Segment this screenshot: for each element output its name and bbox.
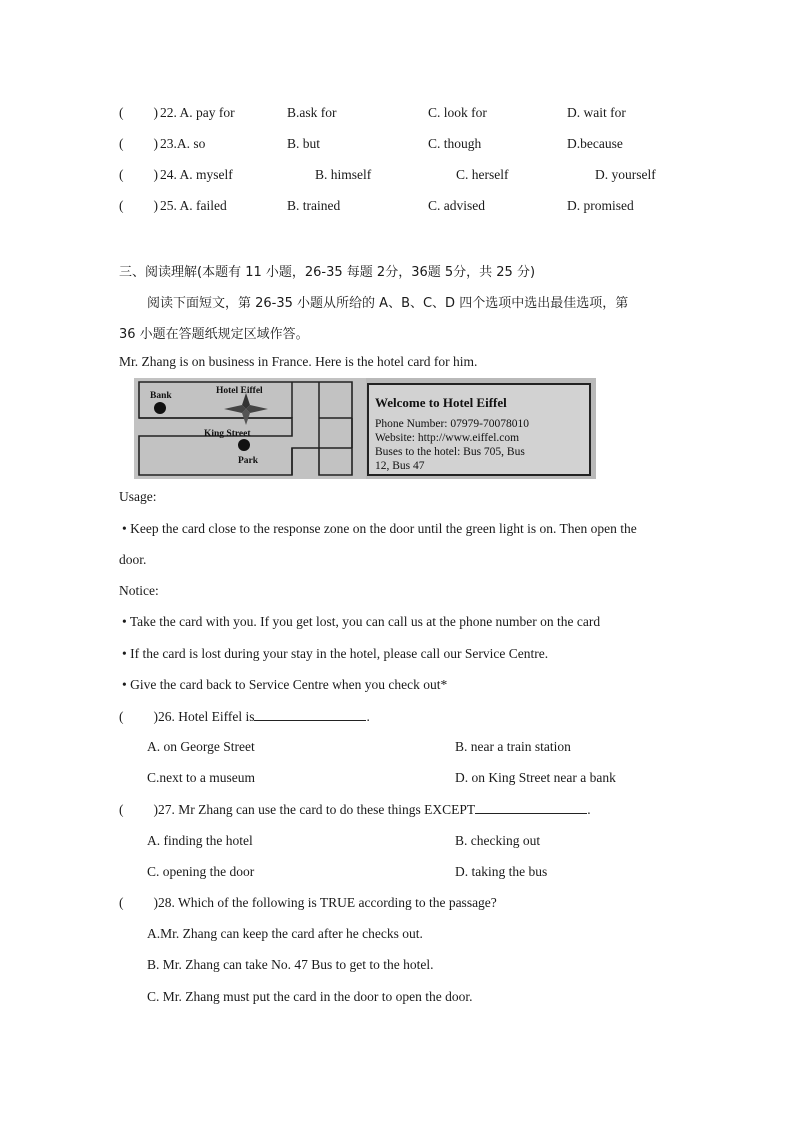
question-27: ( )27. Mr Zhang can use the card to do these things EXCEPT . xyxy=(119,802,591,817)
answer-paren[interactable]: ( xyxy=(119,895,124,910)
answer-paren[interactable]: ( xyxy=(119,709,124,724)
answer-paren[interactable]: ( xyxy=(119,802,124,817)
question-stem: )28. Which of the following is TRUE according to the passage? xyxy=(153,895,497,910)
option-b: B. himself xyxy=(315,167,372,182)
card-title: Welcome to Hotel Eiffel xyxy=(375,395,507,410)
q28-option-b: B. Mr. Zhang can take No. 47 Bus to get to the hotel. xyxy=(147,957,434,972)
q27-option-d: D. taking the bus xyxy=(455,864,548,879)
instruction-line-2: 36 小题在答题纸规定区域作答。 xyxy=(119,327,309,342)
notice-1: • Take the card with you. If you get lost, you can call us at the phone number on the card xyxy=(122,614,601,629)
option-a: 24. A. myself xyxy=(160,167,233,182)
section-title: 三、阅读理解(本题有 11 小题，26-35 每题 2分，36题 5分，共 25 分) xyxy=(119,265,536,280)
hotel-map xyxy=(134,378,366,479)
option-d: D. promised xyxy=(567,198,634,213)
q26-option-a: A. on George Street xyxy=(147,739,255,754)
option-a: 22. A. pay for xyxy=(160,105,235,120)
option-b: B.ask for xyxy=(287,105,337,120)
q26-option-c: C.next to a museum xyxy=(147,770,255,785)
usage-label: Usage: xyxy=(119,489,157,504)
question-26: ( )26. Hotel Eiffel is . xyxy=(119,709,370,724)
option-d: D. yourself xyxy=(595,167,656,182)
map-label-park: Park xyxy=(238,456,259,466)
notice-label: Notice: xyxy=(119,583,159,598)
card-buses-1: Buses to the hotel: Bus 705, Bus xyxy=(375,446,525,458)
answer-blank[interactable] xyxy=(475,801,587,814)
option-c: C. look for xyxy=(428,105,487,120)
q28-option-c: C. Mr. Zhang must put the card in the door to open the door. xyxy=(147,989,473,1004)
answer-paren[interactable]: ( ) xyxy=(119,136,158,151)
answer-paren[interactable]: ( ) xyxy=(119,198,158,213)
answer-paren[interactable]: ( ) xyxy=(119,167,158,182)
instruction-line-1: 阅读下面短文，第 26-35 小题从所给的 A、B、C、D 四个选项中选出最佳选项，第 xyxy=(147,296,629,311)
question-28 xyxy=(119,895,497,911)
map-label-hotel: Hotel Eiffel xyxy=(216,386,263,396)
card-buses-2: 12, Bus 47 xyxy=(375,460,425,472)
option-b: B. but xyxy=(287,136,321,151)
answer-blank[interactable] xyxy=(254,708,366,721)
passage-intro: Mr. Zhang is on business in France. Here is the hotel card for him. xyxy=(119,354,478,369)
option-b: B. trained xyxy=(287,198,341,213)
q26-option-b: B. near a train station xyxy=(455,739,571,754)
answer-paren[interactable]: ( ) xyxy=(119,105,158,120)
map-label-bank: Bank xyxy=(150,391,172,401)
q27-option-a: A. finding the hotel xyxy=(147,833,253,848)
card-phone: Phone Number: 07979-70078010 xyxy=(375,418,529,430)
park-marker-icon xyxy=(238,439,250,451)
welcome-box xyxy=(367,383,591,476)
q26-option-d: D. on King Street near a bank xyxy=(455,770,616,785)
question-stem: )26. Hotel Eiffel is xyxy=(153,709,255,724)
q27-option-b: B. checking out xyxy=(455,833,541,848)
notice-2: • If the card is lost during your stay in the hotel, please call our Service Centre. xyxy=(122,646,549,661)
option-c: C. herself xyxy=(456,167,509,182)
map-label-street: King Street xyxy=(204,429,251,439)
card-website: Website: http://www.eiffel.com xyxy=(375,432,520,444)
option-a: 25. A. failed xyxy=(160,198,227,213)
question-stem: )27. Mr Zhang can use the card to do these things EXCEPT xyxy=(153,802,476,817)
notice-3: • Give the card back to Service Centre when you check out* xyxy=(122,677,448,692)
option-c: C. though xyxy=(428,136,482,151)
hotel-card-image xyxy=(134,378,596,479)
option-d: D. wait for xyxy=(567,105,626,120)
q27-option-c: C. opening the door xyxy=(147,864,255,879)
option-c: C. advised xyxy=(428,198,485,213)
option-d: D.because xyxy=(567,136,623,151)
option-a: 23.A. so xyxy=(160,136,206,151)
bank-marker-icon xyxy=(154,402,166,414)
usage-line-2: door. xyxy=(119,552,147,567)
usage-line-1: • Keep the card close to the response zone on the door until the green light is on. Then open the xyxy=(122,521,637,536)
q28-option-a: A.Mr. Zhang can keep the card after he checks out. xyxy=(147,926,423,941)
